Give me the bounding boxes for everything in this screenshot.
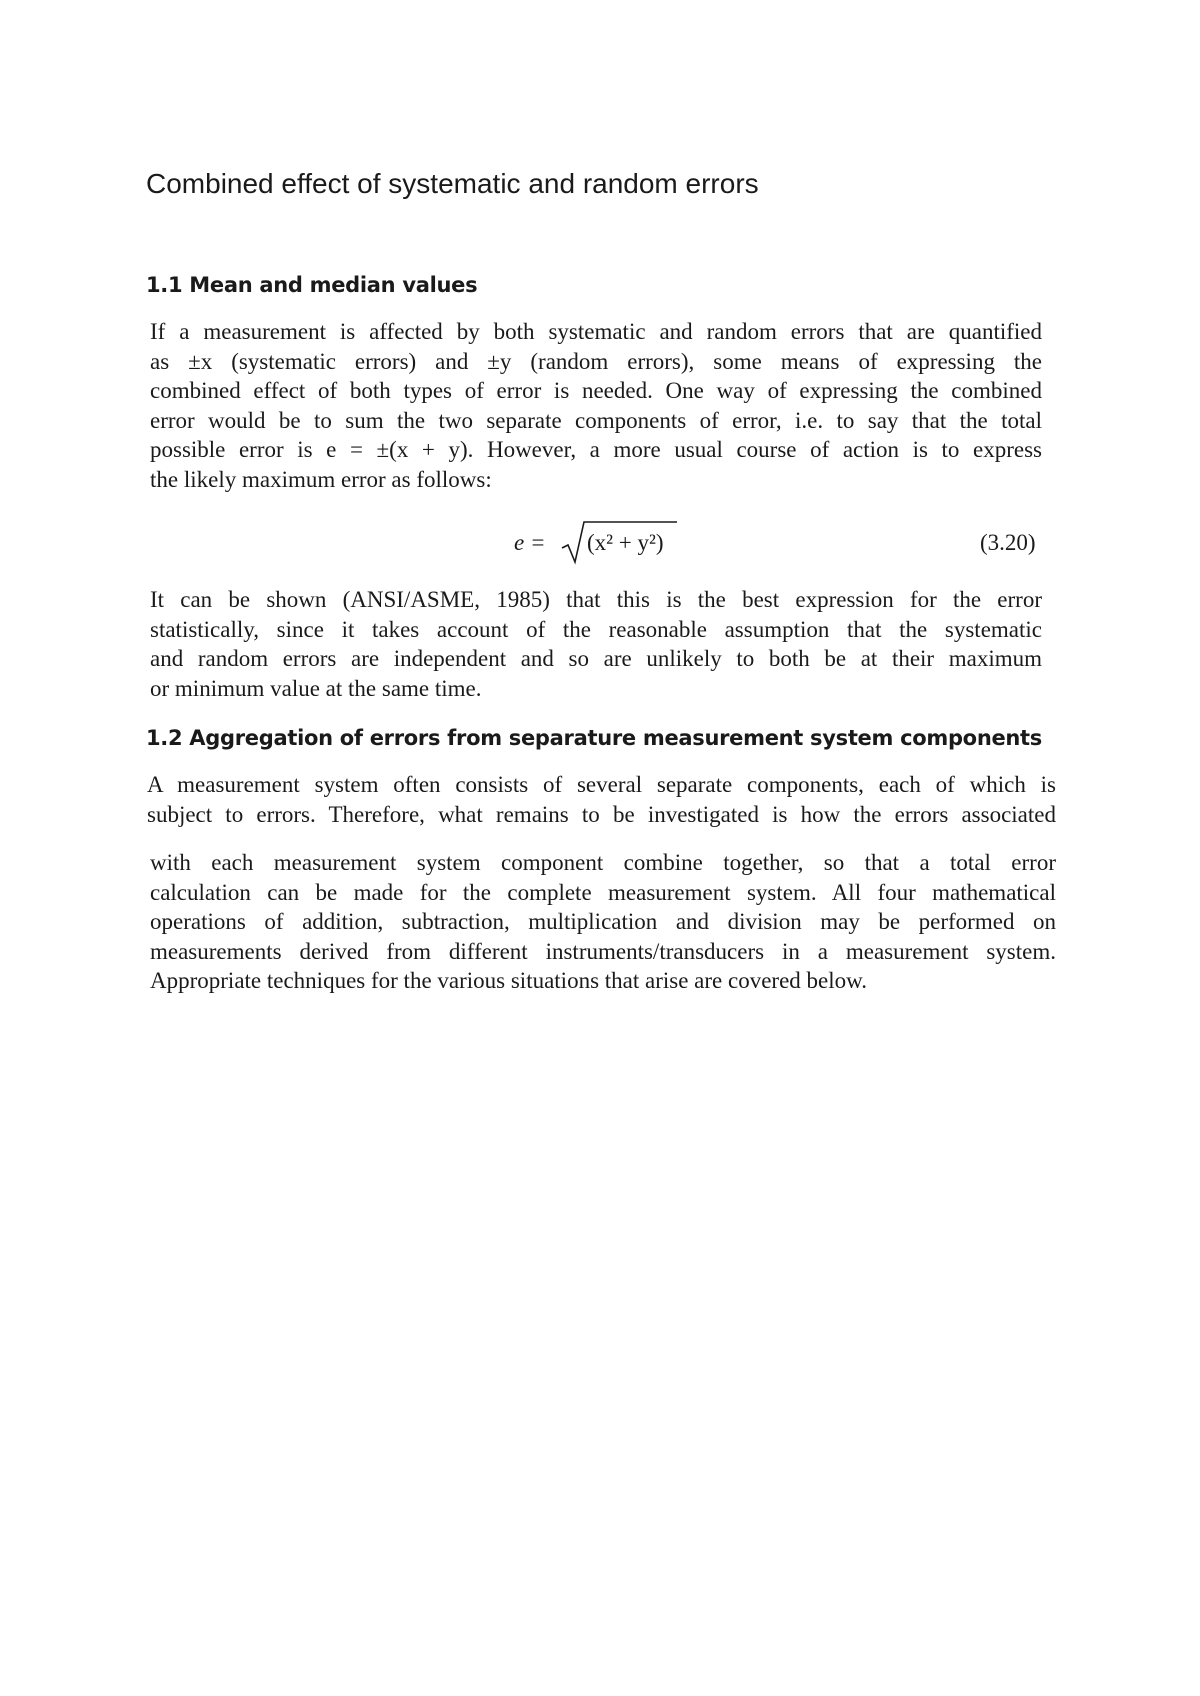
text-line: error would be to sum the two separate components of error, i.e. to say that the total bbox=[150, 407, 1042, 433]
document-title: Combined effect of systematic and random errors bbox=[146, 168, 759, 199]
text-line: combined effect of both types of error is needed. One way of expressing the combined bbox=[150, 378, 1042, 404]
equation-lhs: e = bbox=[514, 530, 546, 555]
text-line: possible error is e = ±(x + y). However, a more usual course of action is to express bbox=[150, 437, 1042, 463]
text-line: subject to errors. Therefore, what remains to be investigated is how the errors associated bbox=[147, 801, 1056, 827]
text-line: as ±x (systematic errors) and ±y (random errors), some means of expressing the bbox=[150, 348, 1042, 374]
paragraph-mathematical-operations bbox=[150, 848, 1056, 996]
text-line: A measurement system often consists of several separate components, each of which is bbox=[147, 772, 1056, 797]
paragraph-system-components-intro bbox=[147, 770, 1056, 829]
text-line: If a measurement is affected by both systematic and random errors that are quantified bbox=[150, 319, 1042, 344]
section-heading-aggregation: 1.2 Aggregation of errors from separature measurement system components bbox=[146, 726, 1042, 750]
text-line: with each measurement system component combine together, so that a total error bbox=[150, 850, 1056, 875]
paragraph-ansi-asme-justification bbox=[150, 585, 1042, 703]
text-line: and random errors are independent and so are unlikely to both be at their maximum bbox=[150, 646, 1042, 672]
text-line: Appropriate techniques for the various situations that arise are covered below. bbox=[150, 968, 868, 994]
equation-radicand: (x² + y²) bbox=[587, 530, 664, 555]
text-line: It can be shown (ANSI/ASME, 1985) that this is the best expression for the error bbox=[150, 587, 1042, 612]
equation-3-20 bbox=[0, 518, 1200, 568]
text-line: or minimum value at the same time. bbox=[150, 675, 482, 701]
text-line: the likely maximum error as follows: bbox=[150, 466, 492, 492]
text-line: measurements derived from different instruments/transducers in a measurement system. bbox=[150, 938, 1056, 964]
text-line: statistically, since it takes account of the reasonable assumption that the systematic bbox=[150, 616, 1042, 642]
paragraph-combined-error-intro bbox=[150, 317, 1042, 495]
text-line: calculation can be made for the complete measurement system. All four mathematical bbox=[150, 879, 1056, 905]
text-line: operations of addition, subtraction, multiplication and division may be performed on bbox=[150, 909, 1056, 935]
section-heading-mean-median: 1.1 Mean and median values bbox=[146, 273, 478, 297]
equation-number: (3.20) bbox=[980, 530, 1036, 555]
